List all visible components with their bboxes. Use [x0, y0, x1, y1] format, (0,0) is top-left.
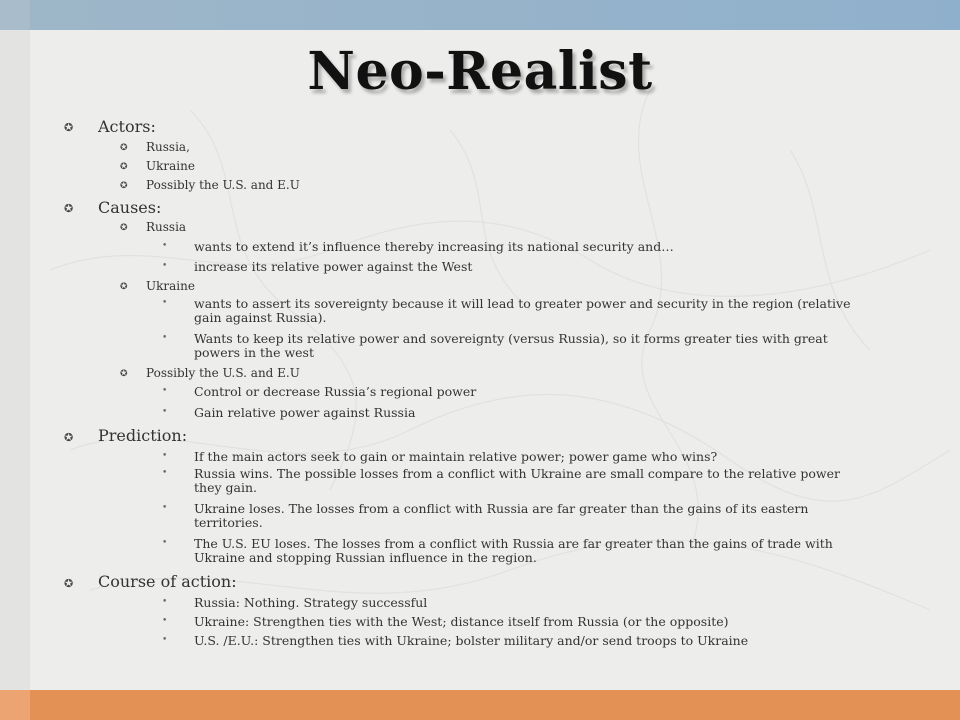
course-point: Ukraine: Strengthen ties with the West; distance itself from Russia (or the opposite) [194, 614, 729, 629]
level1-bullet: ✪ [64, 202, 74, 215]
prediction-point-cont: they gain. [194, 480, 257, 495]
bottom-accent-corner [0, 690, 30, 720]
background-map-texture [30, 30, 960, 690]
top-accent-band [0, 0, 960, 30]
level2-bullet: ✪ [120, 282, 128, 292]
causes-useu-label: Possibly the U.S. and E.U [146, 366, 300, 380]
causes-russia-point: wants to extend it’s influence thereby increasing its national security and… [194, 239, 674, 254]
level2-bullet: ✪ [120, 223, 128, 233]
level3-bullet: • [162, 616, 168, 626]
causes-heading: Causes: [98, 198, 162, 217]
actors-item: Possibly the U.S. and E.U [146, 178, 300, 192]
prediction-point: Russia wins. The possible losses from a conflict with Ukraine are small compare to the relative power [194, 466, 840, 481]
causes-ukraine-label: Ukraine [146, 279, 195, 293]
level3-bullet: • [162, 597, 168, 607]
slide-title: Neo-Realist [307, 41, 653, 102]
bottom-accent-band [0, 690, 960, 720]
level1-bullet: ✪ [64, 577, 74, 590]
level1-bullet: ✪ [64, 431, 74, 444]
actors-item: Russia, [146, 140, 190, 154]
causes-ukraine-point: wants to assert its sovereignty because it will lead to greater power and security in the region (relative [194, 296, 851, 311]
level3-bullet: • [162, 635, 168, 645]
actors-heading: Actors: [98, 117, 156, 136]
causes-russia-label: Russia [146, 220, 187, 234]
level3-bullet: • [162, 261, 168, 271]
course-point: Russia: Nothing. Strategy successful [194, 595, 428, 610]
prediction-point: Ukraine loses. The losses from a conflict with Russia are far greater than the gains of its eastern [194, 501, 809, 516]
prediction-point-cont: territories. [194, 515, 263, 530]
level3-bullet: • [162, 298, 168, 308]
level2-bullet: ✪ [120, 162, 128, 172]
level2-bullet: ✪ [120, 181, 128, 191]
actors-item: Ukraine [146, 159, 195, 173]
level3-bullet: • [162, 468, 168, 478]
level3-bullet: • [162, 333, 168, 343]
causes-ukraine-point-cont: gain against Russia). [194, 310, 327, 325]
prediction-point: The U.S. EU loses. The losses from a conflict with Russia are far greater than the gains of trade with [194, 536, 833, 551]
causes-useu-point: Gain relative power against Russia [194, 405, 416, 420]
level2-bullet: ✪ [120, 143, 128, 153]
causes-ukraine-point: Wants to keep its relative power and sovereignty (versus Russia), so it forms greater ties with great [194, 331, 828, 346]
causes-ukraine-point-cont: powers in the west [194, 345, 314, 360]
course-point: U.S. /E.U.: Strengthen ties with Ukraine; bolster military and/or send troops to Ukraine [194, 633, 749, 648]
level2-bullet: ✪ [120, 369, 128, 379]
causes-useu-point: Control or decrease Russia’s regional power [194, 384, 477, 399]
level1-bullet: ✪ [64, 121, 74, 134]
prediction-point-cont: Ukraine and stopping Russian influence in the region. [194, 550, 537, 565]
left-margin-strip [0, 30, 30, 690]
level3-bullet: • [162, 451, 168, 461]
level3-bullet: • [162, 386, 168, 396]
level3-bullet: • [162, 241, 168, 251]
level3-bullet: • [162, 503, 168, 513]
prediction-heading: Prediction: [98, 426, 188, 445]
causes-russia-point: increase its relative power against the West [194, 259, 473, 274]
level3-bullet: • [162, 407, 168, 417]
top-accent-corner [0, 0, 30, 30]
level3-bullet: • [162, 538, 168, 548]
course-heading: Course of action: [98, 572, 237, 591]
prediction-point: If the main actors seek to gain or maintain relative power; power game who wins? [194, 449, 718, 464]
